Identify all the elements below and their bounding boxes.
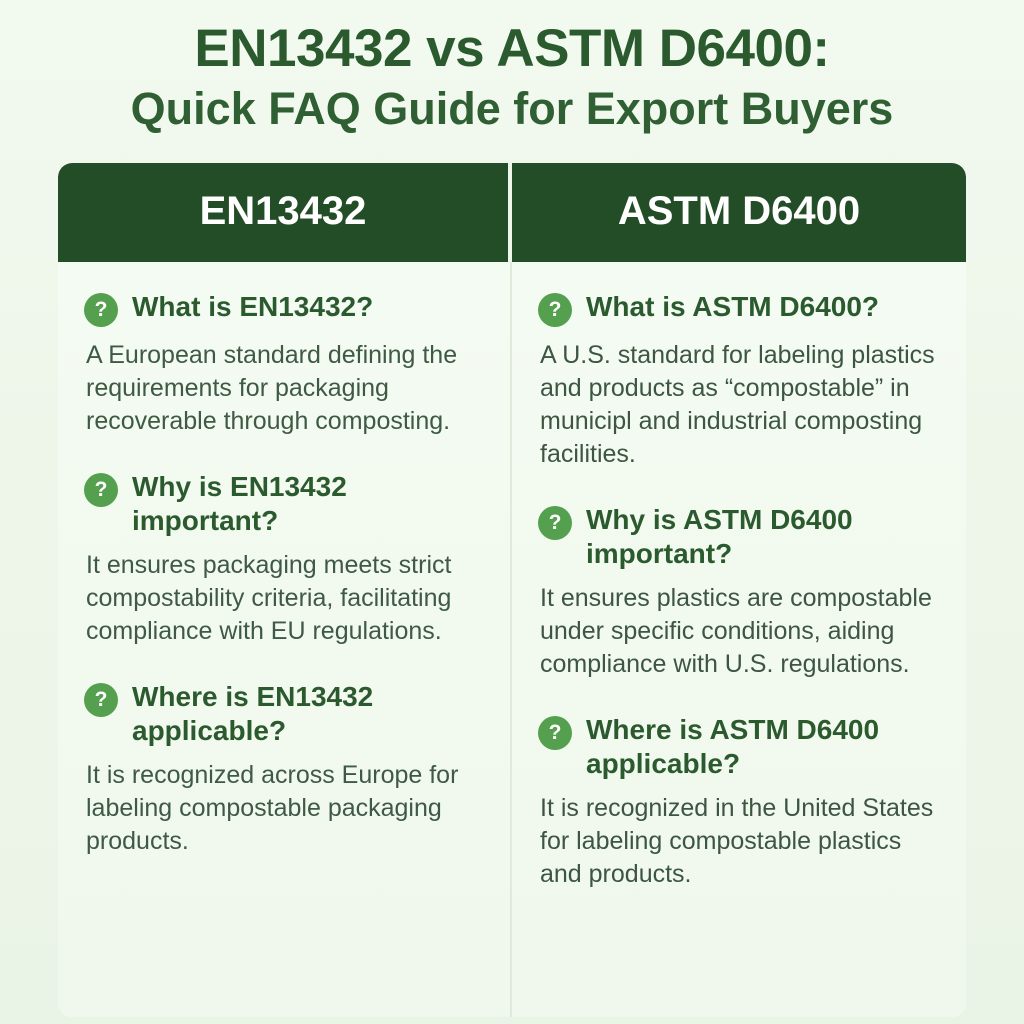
title-primary: EN13432 vs ASTM D6400:	[194, 19, 830, 78]
question-mark-icon: ?	[84, 683, 118, 717]
faq-answer: A European standard defining the requirements for packaging recoverable through composting.	[86, 340, 458, 435]
faq-item	[84, 680, 484, 858]
faq-question-line	[538, 290, 940, 327]
column-astm-d6400	[512, 262, 966, 1017]
faq-question-line	[538, 503, 940, 570]
table-body-row	[58, 262, 966, 1017]
faq-item	[84, 470, 484, 648]
faq-question: What is ASTM D6400?	[586, 290, 880, 322]
faq-question: Why is ASTM D6400 important?	[586, 503, 853, 569]
faq-question-line	[538, 713, 940, 780]
faq-answer: It ensures plastics are compostable under specific conditions, aiding compliance with U.S. regulations.	[540, 584, 932, 679]
faq-question-line	[84, 470, 484, 537]
column-header-en13432: EN13432	[58, 163, 512, 262]
question-mark-icon: ?	[538, 293, 572, 327]
column-en13432	[58, 262, 512, 1017]
table-header-row	[58, 163, 966, 262]
faq-question-line	[84, 680, 484, 747]
faq-item	[538, 290, 940, 471]
column-header-astm-d6400: ASTM D6400	[617, 188, 861, 233]
faq-question-line	[84, 290, 484, 327]
question-mark-icon: ?	[538, 506, 572, 540]
comparison-table	[58, 163, 966, 1017]
faq-item	[538, 503, 940, 681]
faq-item	[84, 290, 484, 438]
faq-answer: It ensures packaging meets strict compostability criteria, facilitating compliance with EU regulations.	[86, 551, 452, 646]
faq-answer: It is recognized in the United States for labeling compostable plastics and products.	[540, 794, 934, 889]
faq-answer: A U.S. standard for labeling plastics and products as “compostable” in municipl and industrial composting facilities.	[540, 340, 935, 468]
title-secondary: Quick FAQ Guide for Export Buyers	[130, 83, 894, 135]
question-mark-icon: ?	[84, 473, 118, 507]
faq-answer: It is recognized across Europe for labeling compostable packaging products.	[86, 761, 459, 856]
faq-question: Where is ASTM D6400 applicable?	[586, 714, 880, 779]
question-mark-icon: ?	[84, 293, 118, 327]
faq-question: Where is EN13432 applicable?	[132, 681, 374, 746]
faq-item	[538, 713, 940, 891]
page-title	[58, 14, 966, 135]
question-mark-icon: ?	[538, 716, 572, 750]
faq-question: Why is EN13432 important?	[132, 470, 347, 536]
faq-question: What is EN13432?	[132, 290, 374, 322]
